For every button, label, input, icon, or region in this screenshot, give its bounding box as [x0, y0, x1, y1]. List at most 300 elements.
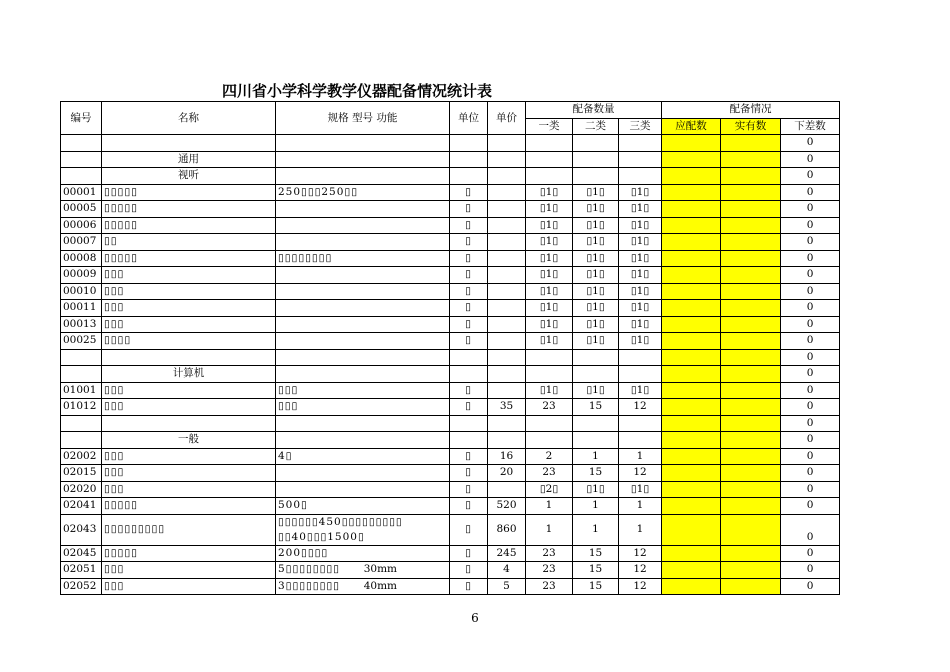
cell-class2: [573, 432, 619, 449]
cell-name: ▯▯▯: [102, 316, 276, 333]
section-label: 通用: [102, 151, 276, 168]
cell-unit: ▯: [450, 399, 488, 416]
cell-code: 02015: [61, 465, 102, 482]
cell-actual: [721, 415, 781, 432]
cell-actual: [721, 283, 781, 300]
cell-unit: ▯: [450, 562, 488, 579]
cell-price: [488, 267, 526, 284]
cell-name: ▯▯▯: [102, 283, 276, 300]
table-row: [61, 349, 840, 366]
header-spec: 规格 型号 功能: [276, 102, 450, 135]
spec-wrap: [278, 579, 447, 594]
header-class1: 一类: [526, 118, 573, 135]
cell-class2: 15: [573, 578, 619, 595]
cell-should: [662, 514, 721, 545]
cell-spec: [276, 481, 450, 498]
cell-code: 00008: [61, 250, 102, 267]
cell-unit: ▯: [450, 382, 488, 399]
cell-name: [102, 135, 276, 152]
cell-class1: ▯1▯: [526, 234, 573, 251]
cell-actual: [721, 432, 781, 449]
table-row: [61, 135, 840, 152]
cell-should: [662, 201, 721, 218]
cell-unit: ▯: [450, 283, 488, 300]
cell-price: [488, 349, 526, 366]
cell-unit: ▯: [450, 514, 488, 545]
table-row: [61, 201, 840, 218]
table-row: [61, 316, 840, 333]
table-row: [61, 333, 840, 350]
cell-diff: 0: [781, 562, 840, 579]
cell-name: ▯▯▯▯▯▯▯▯▯: [102, 514, 276, 545]
cell-actual: [721, 399, 781, 416]
cell-price: 16: [488, 448, 526, 465]
cell-price: [488, 201, 526, 218]
table-row: [61, 481, 840, 498]
cell-class3: ▯1▯: [619, 234, 662, 251]
cell-spec: ▯▯▯: [276, 399, 450, 416]
cell-class1: [526, 349, 573, 366]
cell-class1: ▯1▯: [526, 300, 573, 317]
cell-spec: [276, 217, 450, 234]
cell-spec: ▯▯▯▯▯▯▯▯: [276, 250, 450, 267]
cell-class3: ▯1▯: [619, 267, 662, 284]
header-status-group: 配备情况: [662, 102, 840, 119]
header-diff: 下差数: [781, 118, 840, 135]
cell-class1: [526, 366, 573, 383]
cell-class1: ▯1▯: [526, 283, 573, 300]
cell-actual: [721, 562, 781, 579]
spec-line-1: ▯▯▯▯▯▯450▯▯▯▯▯▯▯▯▯: [278, 515, 403, 528]
cell-actual: [721, 250, 781, 267]
cell-class2: [573, 151, 619, 168]
cell-should: [662, 382, 721, 399]
header-unit: 单位: [450, 102, 488, 135]
cell-unit: ▯: [450, 316, 488, 333]
cell-unit: ▯: [450, 333, 488, 350]
cell-code: 00013: [61, 316, 102, 333]
cell-price: 520: [488, 498, 526, 515]
cell-spec: 500▯: [276, 498, 450, 515]
section-label: 视听: [102, 168, 276, 185]
cell-spec: [276, 300, 450, 317]
cell-class2: ▯1▯: [573, 283, 619, 300]
spec-text: 3▯▯▯▯▯▯▯▯: [278, 579, 340, 592]
page-number: 6: [471, 611, 479, 625]
cell-name: [102, 415, 276, 432]
cell-should: [662, 217, 721, 234]
cell-code: 00001: [61, 184, 102, 201]
cell-spec: [276, 201, 450, 218]
cell-class3: 1: [619, 498, 662, 515]
cell-spec: 4▯: [276, 448, 450, 465]
cell-code: 00011: [61, 300, 102, 317]
cell-price: 35: [488, 399, 526, 416]
cell-unit: [450, 349, 488, 366]
cell-actual: [721, 366, 781, 383]
table-row: [61, 465, 840, 482]
cell-should: [662, 578, 721, 595]
cell-class3: ▯1▯: [619, 184, 662, 201]
cell-diff: 0: [781, 349, 840, 366]
cell-spec: [276, 562, 450, 579]
cell-price: 4: [488, 562, 526, 579]
cell-class2: 1: [573, 448, 619, 465]
cell-unit: ▯: [450, 267, 488, 284]
cell-diff: 0: [781, 498, 840, 515]
cell-class2: [573, 349, 619, 366]
cell-code: 00005: [61, 201, 102, 218]
cell-should: [662, 448, 721, 465]
cell-unit: ▯: [450, 217, 488, 234]
table-row: [61, 184, 840, 201]
cell-name: ▯▯▯: [102, 399, 276, 416]
cell-class2: [573, 366, 619, 383]
cell-spec: [276, 514, 450, 545]
cell-unit: ▯: [450, 250, 488, 267]
cell-code: 02041: [61, 498, 102, 515]
cell-diff: 0: [781, 382, 840, 399]
cell-class2: ▯1▯: [573, 316, 619, 333]
cell-diff: 0: [781, 514, 840, 545]
cell-code: [61, 366, 102, 383]
cell-spec: [276, 432, 450, 449]
cell-class3: 1: [619, 448, 662, 465]
cell-name: ▯▯▯▯▯: [102, 184, 276, 201]
cell-name: [102, 349, 276, 366]
cell-class2: [573, 135, 619, 152]
cell-class3: 12: [619, 562, 662, 579]
section-label: 计算机: [102, 366, 276, 383]
spec-size: 40mm: [363, 579, 397, 592]
cell-diff: 0: [781, 267, 840, 284]
cell-class1: 23: [526, 578, 573, 595]
table-row: [61, 300, 840, 317]
cell-should: [662, 300, 721, 317]
cell-class3: [619, 366, 662, 383]
cell-unit: [450, 168, 488, 185]
cell-class1: ▯1▯: [526, 267, 573, 284]
cell-class3: [619, 432, 662, 449]
cell-class2: 15: [573, 562, 619, 579]
cell-price: [488, 250, 526, 267]
cell-class3: 12: [619, 578, 662, 595]
spec-size: 30mm: [363, 563, 397, 576]
cell-spec: [276, 578, 450, 595]
cell-price: [488, 135, 526, 152]
header-code: 编号: [61, 102, 102, 135]
cell-price: [488, 283, 526, 300]
cell-code: 02051: [61, 562, 102, 579]
table-body: [61, 135, 840, 595]
cell-actual: [721, 498, 781, 515]
table-row: [61, 415, 840, 432]
cell-class3: 12: [619, 465, 662, 482]
cell-class2: ▯1▯: [573, 267, 619, 284]
cell-spec: [276, 151, 450, 168]
cell-class2: ▯1▯: [573, 201, 619, 218]
cell-diff: 0: [781, 465, 840, 482]
cell-class3: ▯1▯: [619, 300, 662, 317]
cell-spec: [276, 135, 450, 152]
cell-price: 20: [488, 465, 526, 482]
cell-actual: [721, 267, 781, 284]
cell-actual: [721, 168, 781, 185]
section-row: [61, 168, 840, 185]
table-row: [61, 283, 840, 300]
cell-class3: ▯1▯: [619, 333, 662, 350]
cell-class1: [526, 151, 573, 168]
header-class3: 三类: [619, 118, 662, 135]
cell-diff: 0: [781, 250, 840, 267]
cell-class3: ▯1▯: [619, 217, 662, 234]
cell-should: [662, 349, 721, 366]
cell-price: [488, 432, 526, 449]
cell-actual: [721, 135, 781, 152]
cell-spec: [276, 168, 450, 185]
cell-code: [61, 415, 102, 432]
cell-should: [662, 545, 721, 562]
cell-should: [662, 562, 721, 579]
cell-class2: ▯1▯: [573, 333, 619, 350]
cell-unit: [450, 432, 488, 449]
cell-diff: 0: [781, 168, 840, 185]
cell-price: [488, 184, 526, 201]
cell-class3: [619, 135, 662, 152]
cell-class2: ▯1▯: [573, 234, 619, 251]
cell-code: [61, 168, 102, 185]
cell-name: ▯▯▯▯▯: [102, 545, 276, 562]
cell-price: [488, 300, 526, 317]
cell-actual: [721, 481, 781, 498]
cell-class2: 1: [573, 498, 619, 515]
cell-code: 02002: [61, 448, 102, 465]
cell-class1: 23: [526, 465, 573, 482]
cell-name: ▯▯▯▯▯: [102, 250, 276, 267]
section-label: 一般: [102, 432, 276, 449]
cell-class1: ▯1▯: [526, 316, 573, 333]
cell-class2: [573, 168, 619, 185]
cell-diff: 0: [781, 481, 840, 498]
table-row: [61, 498, 840, 515]
cell-code: [61, 135, 102, 152]
cell-price: 245: [488, 545, 526, 562]
cell-price: 5: [488, 578, 526, 595]
cell-unit: ▯: [450, 545, 488, 562]
cell-code: [61, 349, 102, 366]
equipment-table: [60, 101, 840, 595]
cell-actual: [721, 151, 781, 168]
cell-price: [488, 333, 526, 350]
cell-unit: ▯: [450, 448, 488, 465]
cell-code: 00007: [61, 234, 102, 251]
cell-should: [662, 184, 721, 201]
cell-spec: [276, 366, 450, 383]
cell-should: [662, 267, 721, 284]
cell-code: 00025: [61, 333, 102, 350]
cell-spec: [276, 349, 450, 366]
cell-should: [662, 465, 721, 482]
cell-should: [662, 168, 721, 185]
cell-class1: 2: [526, 448, 573, 465]
cell-class2: 15: [573, 545, 619, 562]
cell-class1: [526, 415, 573, 432]
cell-price: [488, 366, 526, 383]
cell-spec: [276, 333, 450, 350]
section-row: [61, 432, 840, 449]
cell-class1: ▯1▯: [526, 250, 573, 267]
table-row: [61, 267, 840, 284]
cell-code: 02043: [61, 514, 102, 545]
cell-name: ▯▯▯: [102, 481, 276, 498]
cell-name: ▯▯▯▯▯: [102, 498, 276, 515]
table-row: [61, 399, 840, 416]
spec-line-2: ▯▯40▯▯▯1500▯: [278, 530, 365, 543]
cell-actual: [721, 333, 781, 350]
cell-code: 00009: [61, 267, 102, 284]
cell-class3: ▯1▯: [619, 382, 662, 399]
cell-actual: [721, 217, 781, 234]
cell-class2: ▯1▯: [573, 217, 619, 234]
header-actual: 实有数: [721, 118, 781, 135]
cell-actual: [721, 545, 781, 562]
cell-should: [662, 250, 721, 267]
cell-should: [662, 432, 721, 449]
cell-unit: [450, 135, 488, 152]
cell-name: ▯▯▯▯▯: [102, 217, 276, 234]
header-should: 应配数: [662, 118, 721, 135]
cell-class3: ▯1▯: [619, 283, 662, 300]
cell-diff: 0: [781, 399, 840, 416]
cell-price: [488, 234, 526, 251]
cell-unit: ▯: [450, 481, 488, 498]
cell-code: 02045: [61, 545, 102, 562]
cell-spec: [276, 267, 450, 284]
cell-spec: [276, 234, 450, 251]
cell-name: ▯▯▯: [102, 448, 276, 465]
cell-spec: ▯▯▯: [276, 382, 450, 399]
cell-name: ▯▯▯: [102, 267, 276, 284]
header-qty-group: 配备数量: [526, 102, 662, 119]
cell-class2: 15: [573, 399, 619, 416]
cell-price: [488, 316, 526, 333]
cell-class1: 1: [526, 514, 573, 545]
cell-should: [662, 481, 721, 498]
table-row: [61, 578, 840, 595]
cell-code: 00010: [61, 283, 102, 300]
cell-diff: 0: [781, 545, 840, 562]
cell-actual: [721, 349, 781, 366]
table-row: [61, 250, 840, 267]
cell-should: [662, 316, 721, 333]
table-row: [61, 448, 840, 465]
cell-diff: 0: [781, 578, 840, 595]
cell-unit: [450, 415, 488, 432]
cell-diff: 0: [781, 234, 840, 251]
cell-actual: [721, 234, 781, 251]
cell-spec: 200▯▯▯▯: [276, 545, 450, 562]
cell-class1: 23: [526, 399, 573, 416]
cell-should: [662, 366, 721, 383]
page-title: 四川省小学科学教学仪器配备情况统计表: [222, 82, 493, 100]
cell-unit: ▯: [450, 201, 488, 218]
cell-class1: 23: [526, 545, 573, 562]
cell-class2: 15: [573, 465, 619, 482]
cell-actual: [721, 448, 781, 465]
cell-class2: ▯1▯: [573, 300, 619, 317]
cell-class3: ▯1▯: [619, 316, 662, 333]
table-row: [61, 234, 840, 251]
cell-code: [61, 432, 102, 449]
cell-price: [488, 481, 526, 498]
cell-actual: [721, 201, 781, 218]
cell-class3: [619, 415, 662, 432]
cell-spec: [276, 316, 450, 333]
cell-diff: 0: [781, 432, 840, 449]
cell-unit: ▯: [450, 300, 488, 317]
cell-should: [662, 333, 721, 350]
cell-unit: [450, 366, 488, 383]
cell-unit: ▯: [450, 578, 488, 595]
cell-actual: [721, 184, 781, 201]
cell-class3: [619, 151, 662, 168]
cell-diff: 0: [781, 201, 840, 218]
cell-unit: ▯: [450, 498, 488, 515]
cell-actual: [721, 465, 781, 482]
cell-price: [488, 415, 526, 432]
header-name: 名称: [102, 102, 276, 135]
cell-class2: 1: [573, 514, 619, 545]
cell-class3: [619, 349, 662, 366]
cell-class1: ▯1▯: [526, 333, 573, 350]
cell-actual: [721, 300, 781, 317]
cell-class3: ▯1▯: [619, 250, 662, 267]
cell-class3: 1: [619, 514, 662, 545]
cell-class2: ▯1▯: [573, 184, 619, 201]
table-row: [61, 562, 840, 579]
cell-class3: ▯1▯: [619, 201, 662, 218]
cell-diff: 0: [781, 300, 840, 317]
cell-diff: 0: [781, 316, 840, 333]
cell-spec: [276, 283, 450, 300]
cell-class3: ▯1▯: [619, 481, 662, 498]
cell-class3: 12: [619, 545, 662, 562]
cell-class1: ▯2▯: [526, 481, 573, 498]
cell-diff: 0: [781, 415, 840, 432]
cell-diff: 0: [781, 217, 840, 234]
section-row: [61, 366, 840, 383]
cell-actual: [721, 514, 781, 545]
cell-unit: ▯: [450, 184, 488, 201]
cell-class1: [526, 432, 573, 449]
cell-name: ▯▯▯▯: [102, 333, 276, 350]
cell-code: 01012: [61, 399, 102, 416]
cell-class1: [526, 135, 573, 152]
cell-class1: ▯1▯: [526, 217, 573, 234]
cell-class2: [573, 415, 619, 432]
cell-spec: 250▯▯▯250▯▯: [276, 184, 450, 201]
cell-diff: 0: [781, 283, 840, 300]
cell-price: 860: [488, 514, 526, 545]
cell-diff: 0: [781, 151, 840, 168]
cell-diff: 0: [781, 135, 840, 152]
cell-class1: 1: [526, 498, 573, 515]
cell-should: [662, 498, 721, 515]
cell-spec: [276, 465, 450, 482]
cell-name: ▯▯▯: [102, 300, 276, 317]
cell-class3: [619, 168, 662, 185]
cell-diff: 0: [781, 184, 840, 201]
